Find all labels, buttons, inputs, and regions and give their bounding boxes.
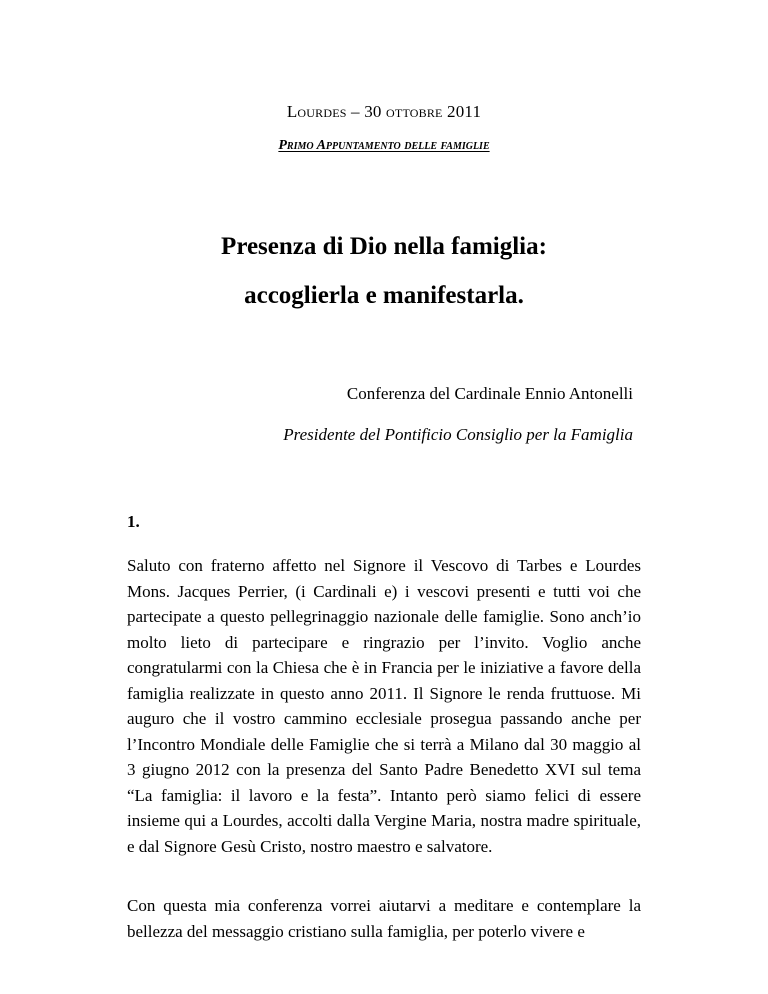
- section-number: 1.: [127, 512, 140, 531]
- author-name: Conferenza del Cardinale Ennio Antonelli: [346, 384, 633, 403]
- header-place-date: Lourdes – 30 ottobre 2011: [286, 102, 482, 121]
- paragraph: Con questa mia conferenza vorrei aiutarvi a meditare e contemplare la bellezza del messaggio cristiano sulla famiglia, per poterlo vivere e: [127, 896, 641, 941]
- document-title-line-2: accoglierla e manifestarla.: [244, 282, 524, 309]
- paragraph: Saluto con fraterno affetto nel Signore il Vescovo di Tarbes e Lourdes Mons. Jacques Perrier, (i Cardinali e) i vescovi presenti e tutti voi che partecipate a questo pellegrinaggio nazionale delle famiglie. Sono anch’io molto lieto di partecipare e ringrazio per l’invito. Voglio anche congratularmi con la Chiesa che è in Francia per le iniziative a favore della famiglia realizzate in questo anno 2011. Il Signore le renda fruttuose. Mi auguro che il vostro cammino ecclesiale prosegua passando anche per l’Incontro Mondiale delle Famiglie che si terrà a Milano dal 30 maggio al 3 giugno 2012 con la presenza del Santo Padre Benedetto XVI sul tema “La famiglia: il lavoro e la festa”. Intanto però siamo felici di essere insieme qui a Lourdes, accolti dalla Vergine Maria, nostra madre spirituale, e dal Signore Gesù Cristo, nostro maestro e salvatore.: [127, 556, 641, 856]
- author-role: Presidente del Pontificio Consiglio per la Famiglia: [283, 425, 633, 444]
- header-event-title: Primo Appuntamento delle famiglie: [278, 138, 490, 153]
- document-title-line-1: Presenza di Dio nella famiglia:: [221, 233, 547, 260]
